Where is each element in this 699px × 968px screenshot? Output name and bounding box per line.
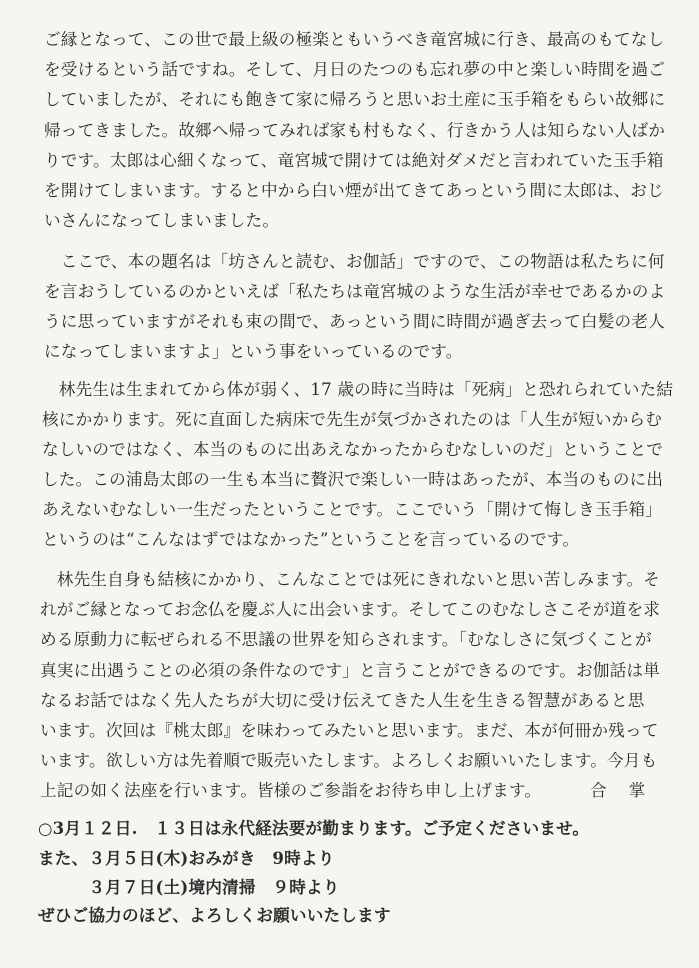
closing-gassho: 合掌 (590, 781, 668, 800)
text-line: うに思っていますがそれも束の間で、あっという間に時間が過ぎ去って白髪の老人 (44, 312, 665, 331)
text-line: 真実に出遇うことの必須の条件なのです」と言うことができるのです。お伽話は単 (40, 661, 661, 680)
notice-line: また、３月５日(木)おみがき 9時より (38, 848, 335, 868)
text-line: あえないむなしい一生だったということです。ここでいう「開けて悔しき玉手箱」 (42, 500, 663, 519)
text-line: 核にかかります。死に直面した病床で先生が気づかされたのは「人生が短いからむ (42, 410, 663, 429)
text-line: ご縁となって、この世で最上級の極楽ともいうべき竜宮城に行き、最高のもてなし (44, 30, 665, 49)
text-line: というのは“こんなはずではなかった”ということを言っているのです。 (42, 530, 580, 549)
text-line: ここで、本の題名は「坊さんと読む、お伽話」ですので、この物語は私たちに何 (44, 252, 665, 271)
notice-line: ぜひご協力のほど、よろしくお願いいたします (38, 905, 391, 925)
text-line: になってしまいますよ」という事をいっているのです。 (44, 342, 463, 361)
text-line: 帰ってきました。故郷へ帰ってみれば家も村もなく、行きかう人は知らない人ばか (44, 121, 666, 140)
text-line: います。次回は『桃太郎』を味わってみたいと思います。まだ、本が何冊か残って (40, 721, 659, 740)
text-line: 林先生は生まれてから体が弱く、17 歳の時に当時は「死病」と恐れられていた結 (42, 380, 674, 399)
text-line: した。この浦島太郎の一生も本当に贅沢で楽しい一時はあったが、本当のものに出 (42, 470, 664, 489)
text-line: 林先生自身も結核にかかり、こんなことでは死にきれないと思い苦しみます。そ (40, 570, 661, 589)
text-line: を受けるという話ですね。そして、月日のたつのも忘れ夢の中と楽しい時間を過ご (44, 60, 666, 79)
text-line: りです。太郎は心細くなって、竜宮城で開けては絶対ダメだと言われていた玉手箱 (44, 151, 664, 170)
text-line: していましたが、それにも飽きて家に帰ろうと思いお土産に玉手箱をもらい故郷に (44, 90, 666, 109)
notice-line: ○3月１２日. １３日は永代経法要が勤まります。ご予定くださいませ。 (38, 818, 590, 838)
text-line: れがご縁となってお念仏を慶ぶ人に出会います。そしてこのむなしさこそが道を求 (40, 600, 661, 619)
text-line: なしいのではなく、本当のものに出あえなかったからむなしいのだ」ということで (42, 440, 664, 459)
text-line: います。欲しい方は先着順で販売いたします。よろしくお願いいたします。今月も (40, 751, 658, 770)
notice-line: ３月７日(土)境内清掃 ９時より (38, 877, 340, 897)
text-line: を言おうしているのかといえば「私たちは竜宮城のような生活が幸せであるかのよ (44, 282, 666, 301)
text-line: いさんになってしまいました。 (44, 211, 280, 230)
text-line: を開けてしまいます。すると中から白い煙が出てきてあっという間に太郎は、おじ (44, 181, 664, 200)
text-line: める原動力に転ぜられる不思議の世界を知らされます。「むなしさに気づくことが (40, 630, 652, 649)
text-line: なるお話ではなく先人たちが大切に受け伝えてきた人生を生きる智慧があると思 (40, 691, 645, 710)
text-line: 上記の如く法座を行います。皆様のご参詣をお待ち申し上げます。 (40, 781, 542, 800)
